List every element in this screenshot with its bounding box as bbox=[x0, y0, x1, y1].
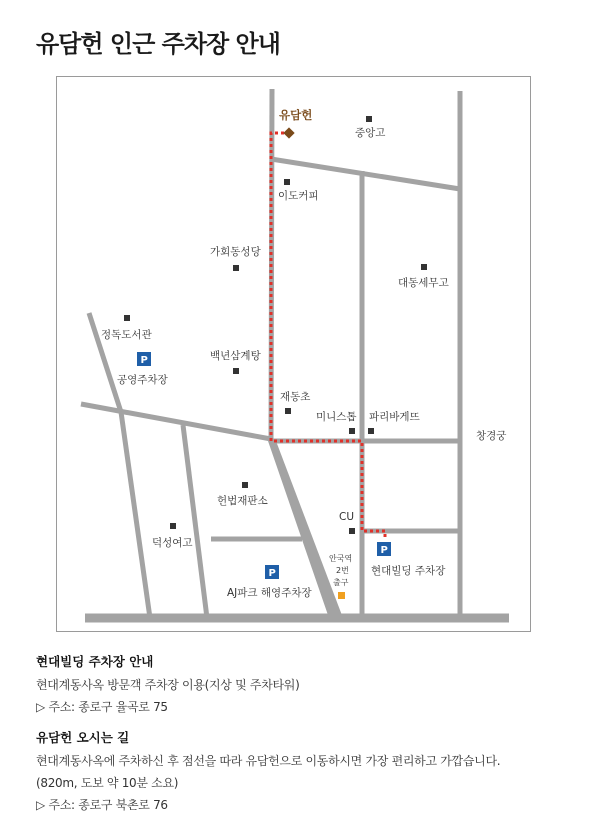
svg-text:P: P bbox=[268, 568, 276, 579]
landmark-heonbeop-label: 헌법재판소 bbox=[217, 495, 268, 507]
subway-exit-icon bbox=[338, 592, 345, 599]
road-west-diagonal bbox=[81, 404, 271, 439]
landmark-jeongdok-icon bbox=[124, 315, 130, 321]
anguk-exit-label-line3: 출구 bbox=[333, 578, 349, 587]
landmark-deokseong-icon bbox=[170, 523, 176, 529]
parking-hyundai-icon[interactable] bbox=[377, 542, 391, 556]
landmark-gahoe-label: 가회동성당 bbox=[210, 246, 261, 258]
landmark-daedong-icon bbox=[421, 264, 427, 270]
svg-text:P: P bbox=[380, 545, 388, 556]
landmark-jaedong-label: 재동초 bbox=[280, 391, 311, 403]
landmark-deokseong-label: 덕성여고 bbox=[152, 537, 193, 549]
parking-hyundai-label: 현대빌딩 주차장 bbox=[371, 565, 446, 577]
landmark-ministop-label: 미니스톱 bbox=[316, 411, 357, 423]
landmark-jaedong-icon bbox=[285, 408, 291, 414]
road-inner-vertical bbox=[183, 425, 207, 618]
landmark-baeknyeon-label: 백년삼계탕 bbox=[210, 350, 261, 362]
landmark-paris-icon bbox=[368, 428, 374, 434]
road-west-vertical bbox=[121, 412, 150, 618]
svg-text:P: P bbox=[140, 355, 148, 366]
directions-heading: 유담헌 오시는 길 bbox=[36, 730, 130, 745]
page-title: 유담헌 인근 주차장 안내 bbox=[36, 30, 280, 58]
directions-distance: (820m, 도보 약 10분 소요) bbox=[36, 776, 179, 790]
map[interactable] bbox=[56, 76, 531, 632]
map-canvas bbox=[57, 77, 531, 632]
landmark-idokopi-icon bbox=[284, 179, 290, 185]
landmark-cu-icon bbox=[349, 528, 355, 534]
landmark-jeongdok-label: 정독도서관 bbox=[101, 329, 152, 341]
landmark-idokopi-label: 이도커피 bbox=[278, 190, 319, 202]
directions-address: ▷ 주소: 종로구 북촌로 76 bbox=[36, 798, 168, 812]
parking-gongyeong-icon[interactable] bbox=[137, 352, 151, 366]
landmark-baeknyeon-icon bbox=[233, 368, 239, 374]
road-upper-diagonal bbox=[271, 159, 460, 189]
parking-info-section bbox=[36, 652, 556, 718]
anguk-exit-label-line2: 2번 bbox=[336, 566, 349, 575]
landmark-ministop-icon bbox=[349, 428, 355, 434]
destination-marker-icon[interactable] bbox=[283, 127, 294, 138]
parking-info-heading: 현대빌딩 주차장 안내 bbox=[36, 654, 154, 669]
directions-description: 현대계동사옥에 주차하신 후 점선을 따라 유담헌으로 이동하시면 가장 편리하고 가깝습니다. bbox=[36, 754, 501, 768]
landmark-gahoe-icon bbox=[233, 265, 239, 271]
parking-info-address: ▷ 주소: 종로구 율곡로 75 bbox=[36, 700, 168, 714]
landmark-jungang-label: 중앙고 bbox=[355, 127, 386, 139]
road-northwest bbox=[89, 313, 121, 412]
parking-gongyeong-label: 공영주차장 bbox=[117, 374, 168, 386]
landmark-heonbeop-icon bbox=[242, 482, 248, 488]
landmark-changgyeong-label: 창경궁 bbox=[476, 430, 507, 442]
parking-aj-icon[interactable] bbox=[265, 565, 279, 579]
landmark-jungang-icon bbox=[366, 116, 372, 122]
parking-info-description: 현대계동사옥 방문객 주차장 이용(지상 및 주차타워) bbox=[36, 678, 300, 692]
anguk-exit-label-line1: 안국역 bbox=[329, 554, 353, 563]
parking-aj-label: AJ파크 해영주차장 bbox=[227, 587, 312, 599]
landmark-paris-label: 파리바게뜨 bbox=[369, 411, 420, 423]
landmark-cu-label: CU bbox=[339, 511, 355, 523]
directions-section bbox=[36, 728, 556, 816]
landmark-daedong-label: 대동세무고 bbox=[398, 277, 449, 289]
destination-label: 유담헌 bbox=[279, 108, 313, 122]
